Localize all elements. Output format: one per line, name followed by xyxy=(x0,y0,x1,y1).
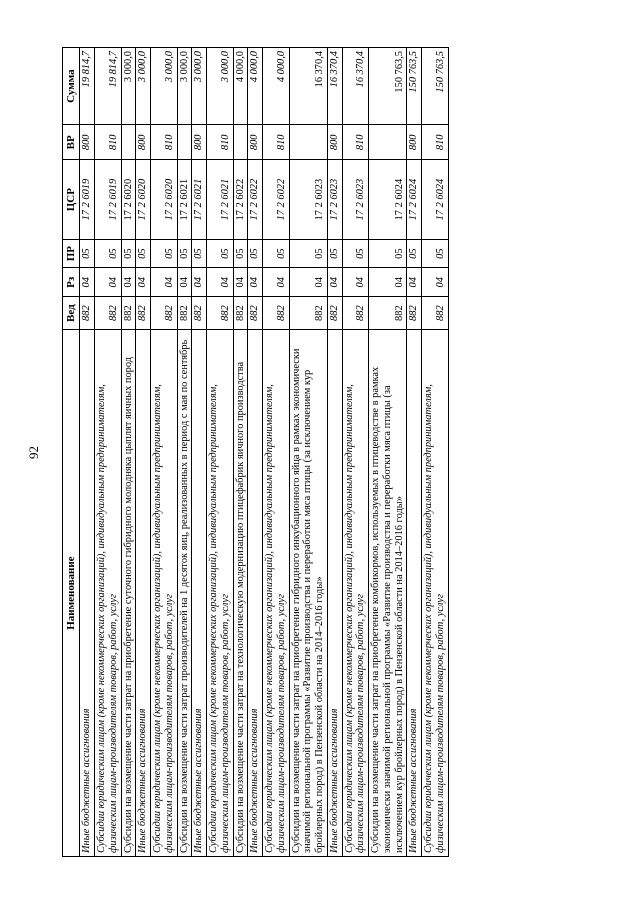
cell-pr: 05 xyxy=(151,239,178,268)
cell-name: Субсидии юридическим лицам (кроме некоммерческих организаций), индивидуальным предпринимателям, физическим лицам-производителям товаров, работ, услуг xyxy=(95,330,122,857)
header-pr: ПР xyxy=(63,239,80,268)
cell-pr: 05 xyxy=(121,239,136,268)
cell-vr: 810 xyxy=(151,125,178,160)
cell-rz: 04 xyxy=(422,268,449,297)
cell-pr: 05 xyxy=(136,239,151,268)
cell-rz: 04 xyxy=(177,268,192,297)
cell-sum: 19 814,7 xyxy=(80,48,95,125)
table-row xyxy=(369,48,407,857)
cell-rz: 04 xyxy=(151,268,178,297)
cell-ved: 882 xyxy=(95,297,122,330)
cell-vr xyxy=(233,125,248,160)
cell-csr: 17 2 6023 xyxy=(289,160,327,239)
table-row xyxy=(289,48,327,857)
cell-vr: 800 xyxy=(80,125,95,160)
cell-name: Субсидии юридическим лицам (кроме некоммерческих организаций), индивидуальным предпринимателям, физическим лицам-производителям товаров, работ, услуг xyxy=(342,330,369,857)
cell-vr: 800 xyxy=(327,125,342,160)
cell-rz: 04 xyxy=(342,268,369,297)
cell-sum: 3 000,0 xyxy=(121,48,136,125)
cell-pr: 05 xyxy=(248,239,263,268)
cell-ved: 882 xyxy=(121,297,136,330)
cell-ved: 882 xyxy=(342,297,369,330)
cell-csr: 17 2 6021 xyxy=(177,160,192,239)
header-rz: Рз xyxy=(63,268,80,297)
cell-ved: 882 xyxy=(422,297,449,330)
cell-sum: 3 000,0 xyxy=(151,48,178,125)
cell-csr: 17 2 6019 xyxy=(95,160,122,239)
cell-pr: 05 xyxy=(177,239,192,268)
cell-sum: 150 763,5 xyxy=(422,48,449,125)
cell-name: Субсидии на возмещение части затрат на приобретение гибридного инкубационного яйца в рамках экономически значимой региональной программы «Развитие производства и переработки мяса птицы (за исключением кур бройлерных пород) в Пензенской области на 2014–2016 годы» xyxy=(289,330,327,857)
cell-ved: 882 xyxy=(369,297,407,330)
cell-name: Иные бюджетные ассигнования xyxy=(136,330,151,857)
header-sum: Сумма xyxy=(63,48,80,125)
table-row xyxy=(80,48,95,857)
cell-name: Иные бюджетные ассигнования xyxy=(80,330,95,857)
table-row xyxy=(177,48,192,857)
table-header-row xyxy=(63,48,80,857)
cell-ved: 882 xyxy=(177,297,192,330)
header-ved: Вед xyxy=(63,297,80,330)
cell-name: Субсидии юридическим лицам (кроме некоммерческих организаций), индивидуальным предпринимателям, физическим лицам-производителям товаров, работ, услуг xyxy=(263,330,290,857)
cell-ved: 882 xyxy=(233,297,248,330)
cell-rz: 04 xyxy=(192,268,207,297)
cell-vr: 810 xyxy=(95,125,122,160)
cell-csr: 17 2 6020 xyxy=(121,160,136,239)
table-body xyxy=(80,48,448,857)
cell-csr: 17 2 6020 xyxy=(136,160,151,239)
cell-name: Иные бюджетные ассигнования xyxy=(248,330,263,857)
cell-sum: 4 000,0 xyxy=(248,48,263,125)
cell-rz: 04 xyxy=(327,268,342,297)
cell-sum: 19 814,7 xyxy=(95,48,122,125)
cell-rz: 04 xyxy=(136,268,151,297)
cell-pr: 05 xyxy=(80,239,95,268)
table-row xyxy=(151,48,178,857)
cell-pr: 05 xyxy=(95,239,122,268)
cell-name: Иные бюджетные ассигнования xyxy=(192,330,207,857)
cell-pr: 05 xyxy=(327,239,342,268)
cell-name: Субсидии на возмещение части затрат на технологическую модернизацию птицефабрик яичного производства xyxy=(233,330,248,857)
cell-ved: 882 xyxy=(151,297,178,330)
table-row xyxy=(207,48,234,857)
cell-sum: 150 763,5 xyxy=(369,48,407,125)
cell-rz: 04 xyxy=(263,268,290,297)
table-row xyxy=(248,48,263,857)
cell-pr: 05 xyxy=(289,239,327,268)
cell-ved: 882 xyxy=(327,297,342,330)
cell-ved: 882 xyxy=(192,297,207,330)
cell-rz: 04 xyxy=(121,268,136,297)
header-name: Наименование xyxy=(63,330,80,857)
cell-vr: 810 xyxy=(207,125,234,160)
table-row xyxy=(136,48,151,857)
cell-csr: 17 2 6022 xyxy=(233,160,248,239)
cell-vr: 800 xyxy=(248,125,263,160)
cell-rz: 04 xyxy=(95,268,122,297)
cell-vr xyxy=(177,125,192,160)
cell-rz: 04 xyxy=(233,268,248,297)
cell-ved: 882 xyxy=(289,297,327,330)
cell-csr: 17 2 6024 xyxy=(369,160,407,239)
cell-pr: 05 xyxy=(192,239,207,268)
cell-vr: 810 xyxy=(422,125,449,160)
cell-ved: 882 xyxy=(248,297,263,330)
cell-vr: 800 xyxy=(407,125,422,160)
cell-name: Субсидии на возмещение части затрат на приобретение суточного гибридного молодняка цыплят яичных пород xyxy=(121,330,136,857)
cell-sum: 3 000,0 xyxy=(177,48,192,125)
cell-rz: 04 xyxy=(248,268,263,297)
header-csr: ЦСР xyxy=(63,160,80,239)
cell-vr: 810 xyxy=(263,125,290,160)
cell-vr: 810 xyxy=(342,125,369,160)
cell-pr: 05 xyxy=(207,239,234,268)
cell-pr: 05 xyxy=(422,239,449,268)
table-row xyxy=(327,48,342,857)
cell-rz: 04 xyxy=(407,268,422,297)
cell-sum: 4 000,0 xyxy=(263,48,290,125)
cell-vr xyxy=(121,125,136,160)
cell-csr: 17 2 6021 xyxy=(192,160,207,239)
table-row xyxy=(422,48,449,857)
cell-vr: 800 xyxy=(136,125,151,160)
cell-vr xyxy=(369,125,407,160)
cell-sum: 150 763,5 xyxy=(407,48,422,125)
cell-csr: 17 2 6024 xyxy=(407,160,422,239)
table-row xyxy=(192,48,207,857)
cell-name: Субсидии на возмещение части затрат на приобретение комбикормов, используемых в птицеводстве в рамках экономически значимой региональной программы «Развитие производства и переработки мяса птицы (за исключением кур бройлерных пород) в Пензенской области на 2014–2016 годы» xyxy=(369,330,407,857)
table-row xyxy=(95,48,122,857)
cell-pr: 05 xyxy=(407,239,422,268)
cell-vr xyxy=(289,125,327,160)
header-vr: ВР xyxy=(63,125,80,160)
cell-csr: 17 2 6020 xyxy=(151,160,178,239)
cell-name: Субсидии юридическим лицам (кроме некоммерческих организаций), индивидуальным предпринимателям, физическим лицам-производителям товаров, работ, услуг xyxy=(207,330,234,857)
cell-vr: 800 xyxy=(192,125,207,160)
cell-name: Субсидии юридическим лицам (кроме некоммерческих организаций), индивидуальным предпринимателям, физическим лицам-производителям товаров, работ, услуг xyxy=(151,330,178,857)
page-number: 92 xyxy=(26,446,41,459)
cell-pr: 05 xyxy=(369,239,407,268)
cell-sum: 16 370,4 xyxy=(342,48,369,125)
cell-pr: 05 xyxy=(263,239,290,268)
cell-name: Субсидии юридическим лицам (кроме некоммерческих организаций), индивидуальным предпринимателям, физическим лицам-производителям товаров, работ, услуг xyxy=(422,330,449,857)
cell-csr: 17 2 6019 xyxy=(80,160,95,239)
cell-sum: 4 000,0 xyxy=(233,48,248,125)
cell-csr: 17 2 6023 xyxy=(327,160,342,239)
table-row xyxy=(233,48,248,857)
cell-sum: 16 370,4 xyxy=(327,48,342,125)
cell-name: Субсидии на возмещение части затрат производителей на 1 десяток яиц, реализованных в период с мая по сентябрь xyxy=(177,330,192,857)
cell-sum: 3 000,0 xyxy=(207,48,234,125)
cell-name: Иные бюджетные ассигнования xyxy=(407,330,422,857)
cell-csr: 17 2 6021 xyxy=(207,160,234,239)
table-row xyxy=(121,48,136,857)
cell-sum: 16 370,4 xyxy=(289,48,327,125)
table-row xyxy=(263,48,290,857)
cell-csr: 17 2 6022 xyxy=(263,160,290,239)
cell-sum: 3 000,0 xyxy=(136,48,151,125)
cell-name: Иные бюджетные ассигнования xyxy=(327,330,342,857)
cell-csr: 17 2 6024 xyxy=(422,160,449,239)
cell-csr: 17 2 6023 xyxy=(342,160,369,239)
cell-rz: 04 xyxy=(80,268,95,297)
cell-ved: 882 xyxy=(80,297,95,330)
cell-csr: 17 2 6022 xyxy=(248,160,263,239)
cell-ved: 882 xyxy=(136,297,151,330)
cell-pr: 05 xyxy=(342,239,369,268)
cell-rz: 04 xyxy=(207,268,234,297)
table-row xyxy=(342,48,369,857)
budget-table xyxy=(62,47,449,857)
cell-ved: 882 xyxy=(407,297,422,330)
cell-ved: 882 xyxy=(263,297,290,330)
cell-ved: 882 xyxy=(207,297,234,330)
cell-pr: 05 xyxy=(233,239,248,268)
table-row xyxy=(407,48,422,857)
cell-sum: 3 000,0 xyxy=(192,48,207,125)
cell-rz: 04 xyxy=(369,268,407,297)
cell-rz: 04 xyxy=(289,268,327,297)
